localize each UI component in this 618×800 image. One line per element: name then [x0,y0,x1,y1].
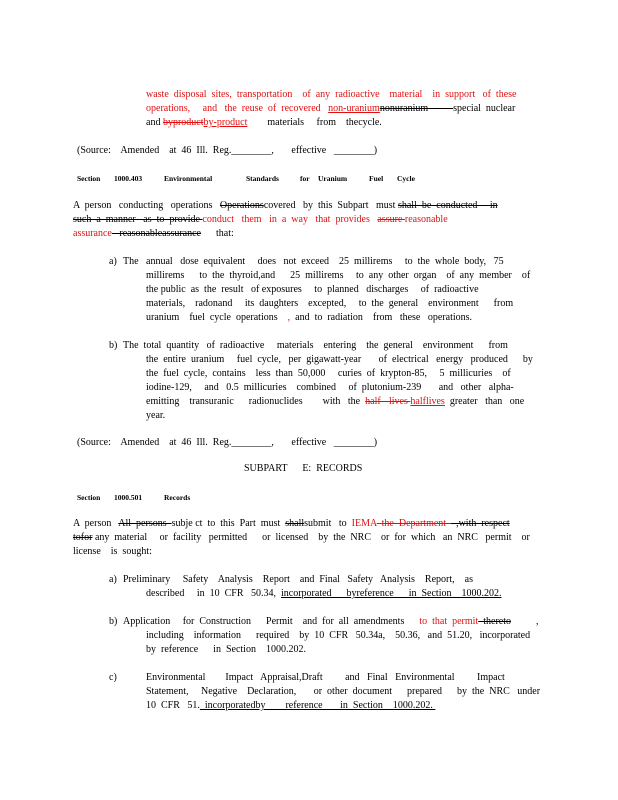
item-b2-line-2: including information required by 10 CFR 50.34a, 50.36, and 51.20, incorporated [146,630,531,641]
item-a-l5-insert: , [287,312,291,323]
p2-l2-insert: conduct them in a way that provides [202,214,378,225]
effective-blank: ________ [333,437,374,448]
item-c2-line-3 [146,699,435,713]
p3-l1-text-2: subje ct to this Part must [171,518,286,529]
p1-l3-insert: by-product [203,117,248,128]
p1-l3-tail: materials from thecycle. [247,117,382,128]
subpart-heading: SUBPART E: RECORDS [244,463,363,474]
p3-l1-text-3: submit to [304,518,352,529]
p1-l2-insert-underlined: non-uranium [328,103,380,114]
p1-line-3 [146,116,382,130]
source-text: (Source: Amended at 46 Ill. Reg. [77,145,232,156]
item-b2-line-3: by reference in Section 1000.202. [146,644,306,655]
item-b2-label: b) [109,616,118,627]
p2-line-1 [73,199,498,213]
item-a2-label: a) [109,574,117,585]
item-c2-line-1: Environmental Impact Appraisal,Draft and Final Environmental Impact [146,672,505,683]
reg-blank: ________ [231,145,272,156]
item-b2-l1-text: Application for Construction Permit and for all amendments [123,616,420,627]
p1-l3-text: and [146,117,163,128]
p1-l2-deleted: nonuranium [379,103,429,114]
p3-line-2 [73,531,530,545]
source-note-2 [77,436,377,450]
item-a2-line-1: Preliminary Safety Analysis Report and Final Safety Analysis Report, as [123,574,473,585]
p3-l1-text: A person [73,518,119,529]
p2-l3-insert: assurance [73,228,112,239]
item-a-line-3: the public as the result of exposures to planned discharges of radioactive [146,284,479,295]
section-403-title-5: Fuel [369,174,384,183]
item-a-line-5 [146,311,472,325]
item-a-l5-tail: and to radiation from these operations. [290,312,473,323]
item-b-line-4: iodine-129, and 0.5 millicuries combined of plutonium-239 and other alpha- [146,382,514,393]
p3-l2-deleted: tofor [73,532,93,543]
section-403-label: Section [77,174,101,183]
item-a-l5-text: uranium fuel cycle operations [146,312,288,323]
p3-l1-deleted-red: the Department [381,518,452,529]
section-501-title: Records [164,493,191,502]
effective-blank: ________ [333,145,374,156]
p2-l1-deleted-2: shall be conducted in [397,200,498,211]
item-b2-line-1 [123,615,539,629]
p1-line-2 [146,102,515,116]
section-403-title-1: Environmental [164,174,213,183]
p2-l1-text-2: covered by this Subpart must [263,200,398,211]
p3-l1-insert: IEMA [351,518,377,529]
source-text: (Source: Amended at 46 Ill. Reg. [77,437,232,448]
item-b-l5-tail: greater than one [444,396,525,407]
source-close: ) [373,437,378,448]
section-403-number: 1000.403 [114,174,143,183]
item-c2-line-2: Statement, Negative Declaration, or other document prepared by the NRC under [146,686,541,697]
p3-line-3: license is sought: [73,546,152,557]
p3-line-1 [73,517,510,531]
p2-l2-deleted: such a manner as to provide [73,214,203,225]
item-b-line-3: the fuel cycle, contains less than 50,000 curies of krypton-85, 5 millicuries of [146,368,511,379]
p3-l1-deleted-3: ,with respect [451,518,510,529]
item-b2-l1-comma: , [511,616,539,627]
item-a-line-4: materials, radonand its daughters excepted, to the general environment from [146,298,514,309]
p2-line-2 [73,213,448,227]
item-b-line-2: the entire uranium fuel cycle, per gigawatt-year of electrical energy produced by [146,354,533,365]
p1-l2-text: special nuclear [453,103,516,114]
section-403-title-6: Cycle [397,174,415,183]
source-sep: , effective [271,145,334,156]
item-b-l5-deleted: half - lives [365,396,411,407]
item-c2-l3-underlined: incorporatedby reference in Section 1000.202. [199,700,436,711]
p3-l1-deleted-2: shall [285,518,305,529]
item-b-line-1: The total quantity of radioactive materials entering the general environment from [123,340,508,351]
p1-l2-strike-gap [428,103,453,114]
item-b-label: b) [109,340,118,351]
item-b2-l1-deleted: thereto [478,616,511,627]
section-403-title-3: for [300,174,310,183]
p2-l3-deleted: reasonableassurance [111,228,201,239]
p1-l3-deleted: byproduct [162,117,204,128]
p2-l1-deleted: Operations [219,200,264,211]
source-sep: , effective [271,437,334,448]
p2-l2-insert-2: reasonable [404,214,448,225]
p2-l3-text: that: [201,228,234,239]
source-note-1 [77,144,377,158]
item-a2-l2-underlined: incorporated byreference in Section 1000.202. [281,588,502,599]
p3-l1-deleted: All persons [118,518,172,529]
p1-l2-insert: operations, and the reuse of recovered [146,103,329,114]
reg-blank: ________ [231,437,272,448]
item-c2-label: c) [109,672,117,683]
item-a-label: a) [109,256,117,267]
item-b-l5-insert: halflives [410,396,445,407]
item-b-l5-text: emitting transuranic radionuclides with the [146,396,366,407]
section-403-title-4: Uranium [318,174,348,183]
p2-l1-text: A person conducting operations [73,200,220,211]
section-501-label: Section [77,493,101,502]
p3-l2-text: any material or facility permitted or licensed by the NRC or for which an NRC permit or [92,532,530,543]
p1-line-1: waste disposal sites, transportation of any radioactive material in support of these [146,89,517,100]
item-c2-l3-text: 10 CFR 51. [146,700,200,711]
p2-line-3 [73,227,234,241]
item-a2-l2-text: described in 10 CFR 50.34, [146,588,281,599]
item-b-line-5 [146,395,524,409]
item-b-line-6: year. [146,410,166,421]
item-b2-l1-insert: to that permit [419,616,479,627]
item-a-line-2: millirems to the thyroid,and 25 millirems to any other organ of any member of [146,270,531,281]
item-a-line-1: The annual dose equivalent does not exceed 25 millirems to the whole body, 75 [123,256,504,267]
item-a2-line-2 [146,587,502,601]
source-close: ) [373,145,378,156]
section-403-title-2: Standards [246,174,279,183]
p2-l2-deleted-red: assure [377,214,405,225]
section-501-number: 1000.501 [114,493,143,502]
